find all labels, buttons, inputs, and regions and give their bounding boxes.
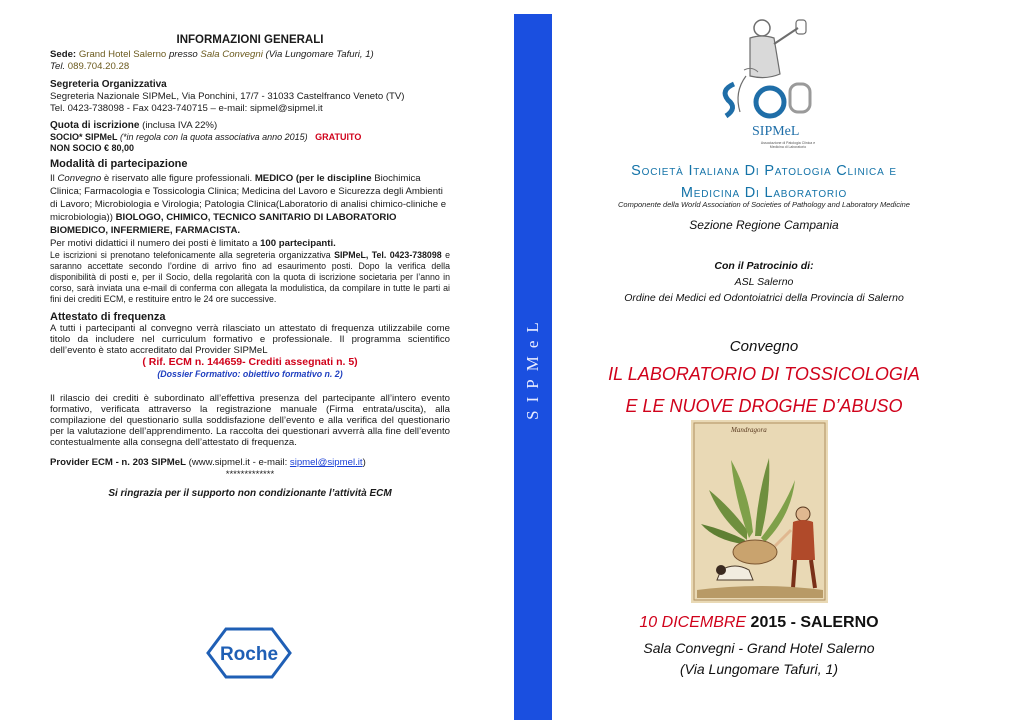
sipmel-logo-emblem [710,14,826,142]
regional-section: Sezione Regione Campania [689,218,839,232]
info-panel [50,34,450,500]
fee-title: Quota di iscrizione (inclusa IVA 22%) [50,120,218,131]
fee-member: SOCIO* SIPMeL (*in regola con la quota associativa anno 2015) GRATUITO [50,132,362,142]
certificate-text: A tutti i partecipanti al convegno verrà rilasciato un attestato di frequenza utilizzabile come titolo da includere nel curriculum formativo e professionale. Il programma scientifico dell’evento è stato accreditato dal Provider SIPMeL [50,323,450,356]
registration-text: Le iscrizioni si prenotano telefonicamente alla segreteria organizzativa SIPMeL, Tel. 0423-738098 e saranno accettate secondo l’ordine di arrivo fino ad esaurimento posti. Dopo la verifica della disponibilità di posti e, per il Socio, della regolarità con la quota di iscrizione societaria per l’anno in corso, sarà inviata una e-mail di conferma con allegata la modulistica, da compilare in tutte le parti ai fini dei crediti ECM, e restituire entro le 24 ore successive. [50,250,450,304]
event-title-line2: E LE NUOVE DROGHE D’ABUSO [625,396,903,416]
certificate-title: Attestato di frequenza [50,311,166,323]
svg-text:Roche: Roche [219,644,279,665]
roche-logo [206,627,292,679]
sipmel-logo-name: SIPMeL [752,124,800,139]
secretariat-contacts: Tel. 0423-738098 - Fax 0423-740715 – e-mail: sipmel@sipmel.it [50,103,323,114]
event-type: Convegno [729,338,799,355]
event-title-line1: IL LABORATORIO DI TOSSICOLOGIA [608,364,920,384]
sipmel-logo-subtitle: Associazione di Patologia Clinica e Medicina di Laboratorio [760,141,816,149]
participation-text: Il Convegno è riservato alle figure professionali. MEDICO (per le discipline Biochimica Clinica; Farmacologia e Tossicologia Clinica; Medicina del Lavoro e Sicurezza degli Ambienti di Lavoro; Microbiologia e Virologia; Patologia Clinica(Laboratorio di analisi chimico-cliniche e microbiologia)) BIOLOGO, CHIMICO, TECNICO SANITARIO DI LABORATORIO BIOMEDICO, INFERMIERE, FARMACISTA. [50,173,447,236]
separator-stars: ************* [225,469,275,480]
society-name: Società Italiana Di Patologia Clinica e Medicina Di Laboratorio [631,163,897,201]
provider-email-link[interactable]: sipmel@sipmel.it [289,457,363,468]
fee-non-member: NON SOCIO € 80,00 [50,143,135,153]
patronage-block [594,258,934,306]
thanks-note: Si ringrazia per il supporto non condizionante l’attività ECM [108,488,392,499]
society-affiliation: Componente della World Association of Societies of Pathology and Laboratory Medicine [618,200,910,209]
venue-line: Sede: Grand Hotel Salerno presso Sala Convegni (Via Lungomare Tafuri, 1) [50,49,374,60]
event-address: (Via Lungomare Tafuri, 1) [680,661,838,677]
patronage-medical-order: Ordine dei Medici ed Odontoiatrici della Provincia di Salerno [624,292,904,304]
seats-limit: Per motivi didattici il numero dei posti è limitato a 100 partecipanti. [50,238,336,249]
credits-text: Il rilascio dei crediti è subordinato all’effettiva presenza del partecipante all’intero evento formativo, verificata attraverso la registrazione manuale (Firma entrata/uscita), alla compilazione del questionario sulla soddisfazione dell’evento e alla verifica del questionario per la valutazione dell’apprendimento. La raccolta dei questionari avverrà alla fine dell’evento contestualmente alla consegna dell’attestato di frequenza. [50,393,450,448]
event-date: 10 DICEMBRE 2015 - SALERNO [639,614,879,631]
venue-phone: Tel. 089.704.20.28 [50,61,130,72]
event-venue: Sala Convegni - Grand Hotel Salerno [643,640,875,656]
ecm-reference: ( Rif. ECM n. 144659- Crediti assegnati n. 5) [142,356,358,368]
secretariat-title: Segreteria Organizzativa [50,79,167,90]
secretariat-address: Segreteria Nazionale SIPMeL, Via Ponchini, 17/7 - 31033 Castelfranco Veneto (TV) [50,91,405,102]
provider-line: Provider ECM - n. 203 SIPMeL (www.sipmel.it - e-mail: sipmel@sipmel.it) [50,457,366,468]
svg-text:Mandragora: Mandragora [731,426,767,434]
patronage-asl: ASL Salerno [734,276,794,288]
dossier-note: (Dossier Formativo: obiettivo formativo n. 2) [157,369,343,379]
general-info-title: INFORMAZIONI GENERALI [176,34,324,46]
participation-title: Modalità di partecipazione [50,158,188,170]
patronage-title: Con il Patrocinio di: [714,260,814,272]
mandrake-illustration [691,420,828,603]
spine-title: SIPMeL [523,314,542,420]
